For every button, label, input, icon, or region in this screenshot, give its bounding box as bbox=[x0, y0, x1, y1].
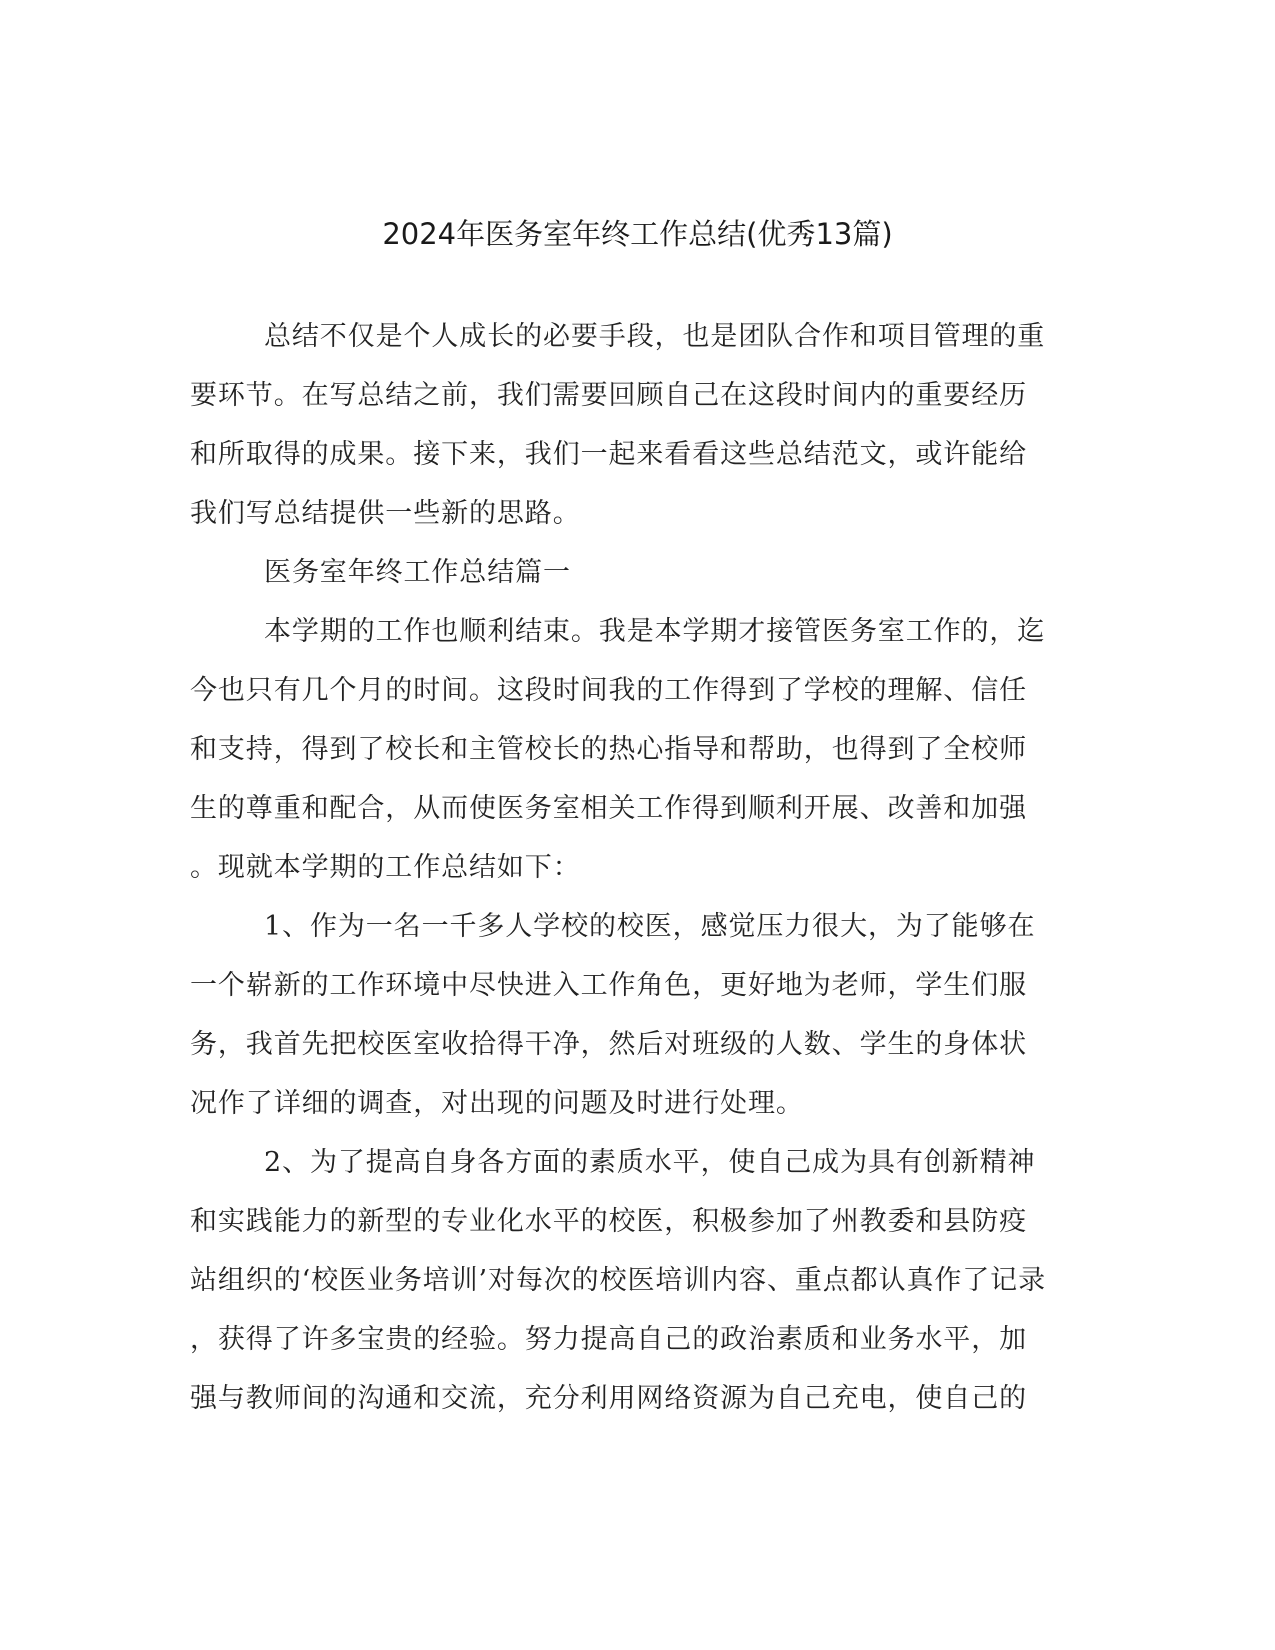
paragraph-line: 和所取得的成果。接下来，我们一起来看看这些总结范文，或许能给 bbox=[190, 439, 1027, 470]
paragraph-line: 本学期的工作也顺利结束。我是本学期才接管医务室工作的，迄 bbox=[264, 616, 1046, 647]
paragraph-line: 我们写总结提供一些新的思路。 bbox=[190, 498, 581, 529]
paragraph-line: 站组织的‘校医业务培训’对每次的校医培训内容、重点都认真作了记录 bbox=[190, 1265, 1046, 1296]
paragraph-line: 和支持，得到了校长和主管校长的热心指导和帮助，也得到了全校师 bbox=[190, 734, 1027, 765]
document-title: 2024年医务室年终工作总结(优秀13篇) bbox=[382, 217, 893, 251]
section-heading: 医务室年终工作总结篇一 bbox=[264, 557, 571, 588]
paragraph-line: ，获得了许多宝贵的经验。努力提高自己的政治素质和业务水平，加 bbox=[190, 1324, 1027, 1355]
paragraph-line: 强与教师间的沟通和交流，充分利用网络资源为自己充电，使自己的 bbox=[190, 1383, 1027, 1414]
paragraph-line: 1、作为一名一千多人学校的校医，感觉压力很大，为了能够在 bbox=[264, 911, 1036, 942]
paragraph-line: 。现就本学期的工作总结如下： bbox=[190, 852, 581, 883]
paragraph-line: 要环节。在写总结之前，我们需要回顾自己在这段时间内的重要经历 bbox=[190, 380, 1027, 411]
paragraph-line: 务，我首先把校医室收拾得干净，然后对班级的人数、学生的身体状 bbox=[190, 1029, 1027, 1060]
paragraph-line: 2、为了提高自身各方面的素质水平，使自己成为具有创新精神 bbox=[264, 1147, 1036, 1178]
paragraph-line: 和实践能力的新型的专业化水平的校医，积极参加了州教委和县防疫 bbox=[190, 1206, 1027, 1237]
paragraph-line: 今也只有几个月的时间。这段时间我的工作得到了学校的理解、信任 bbox=[190, 675, 1027, 706]
paragraph-line: 一个崭新的工作环境中尽快进入工作角色，更好地为老师，学生们服 bbox=[190, 970, 1027, 1001]
paragraph-line: 总结不仅是个人成长的必要手段，也是团队合作和项目管理的重 bbox=[264, 321, 1046, 352]
paragraph-line: 况作了详细的调查，对出现的问题及时进行处理。 bbox=[190, 1088, 804, 1119]
paragraph-line: 生的尊重和配合，从而使医务室相关工作得到顺利开展、改善和加强 bbox=[190, 793, 1027, 824]
